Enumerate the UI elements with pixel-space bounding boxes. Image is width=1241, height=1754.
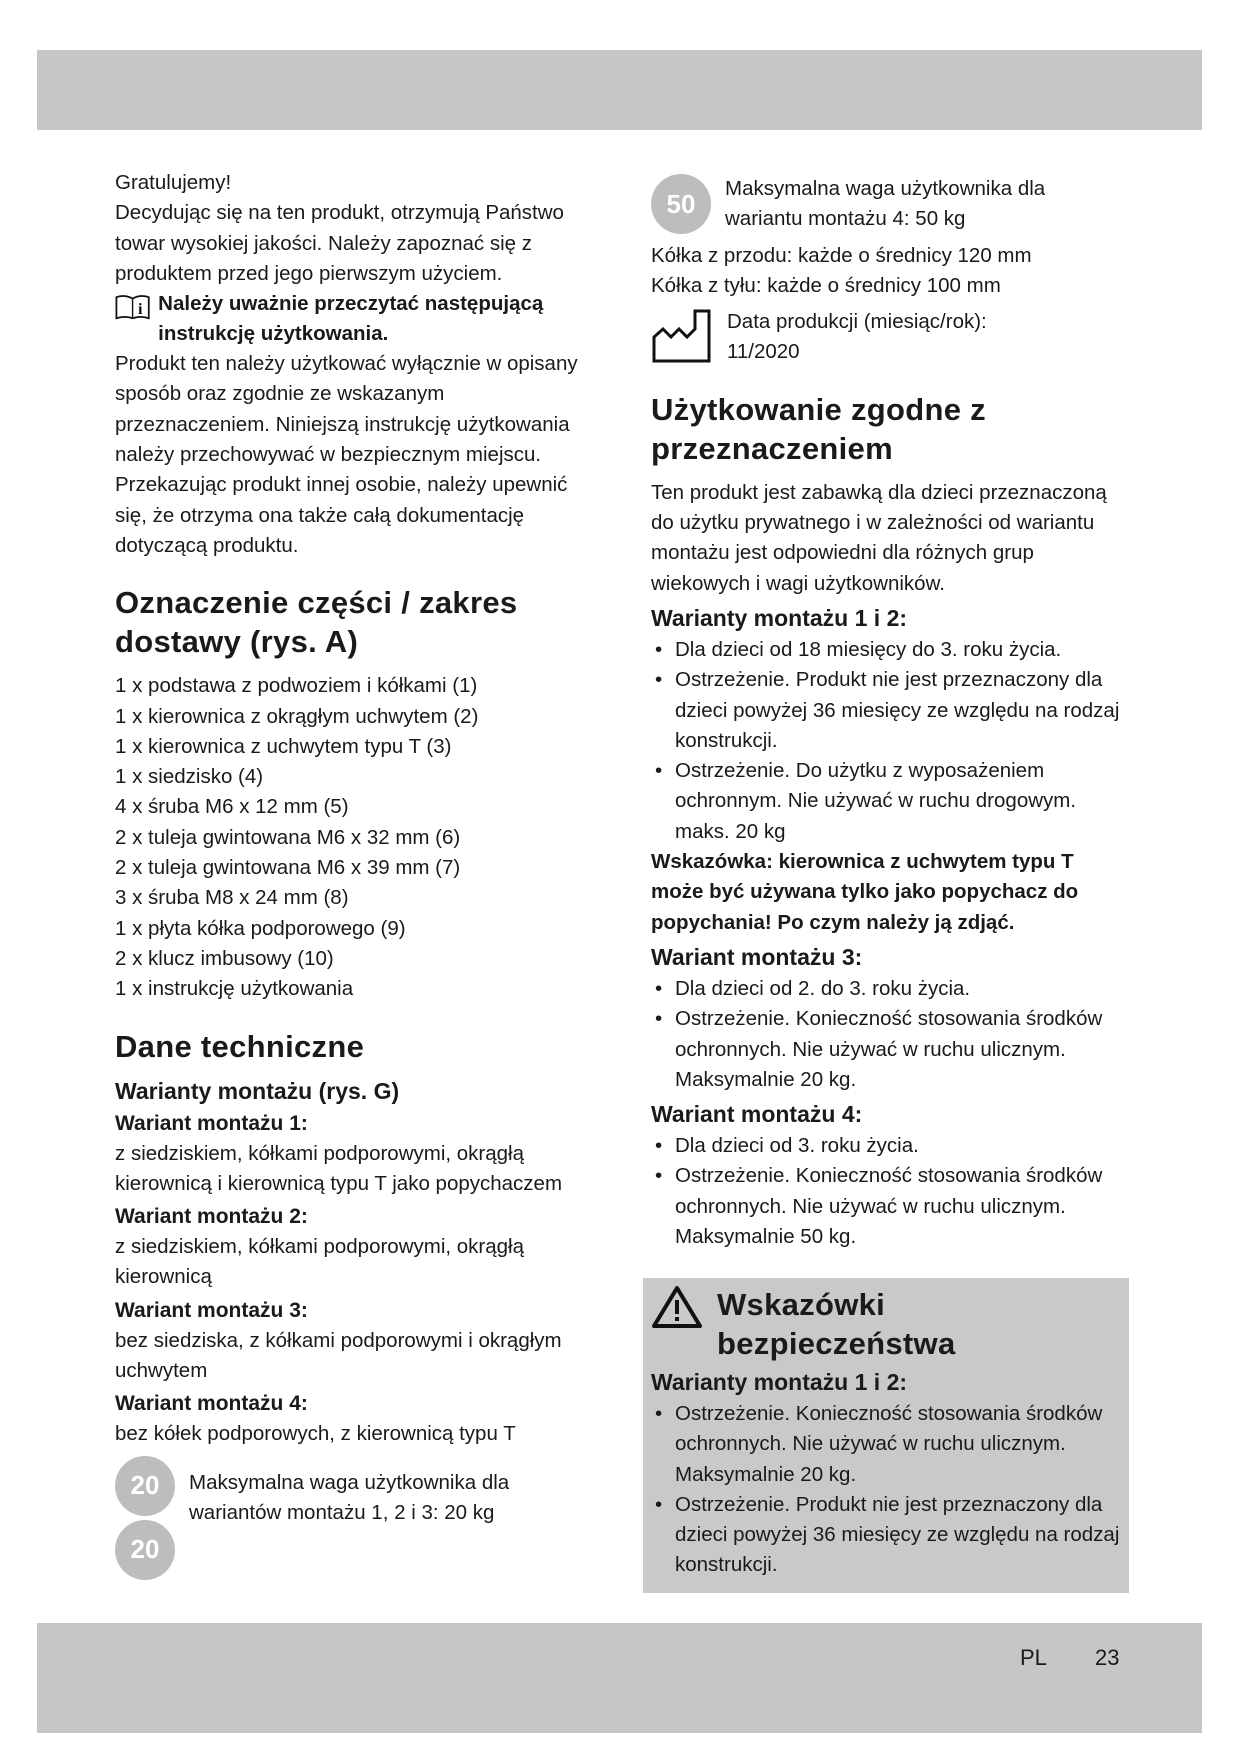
list-item: 1 x kierownica z uchwytem typu T (3): [115, 734, 452, 758]
left-column: [115, 168, 595, 1580]
variant-text: z siedziskiem, kółkami podporowymi, okrągłą kierownicą: [115, 1235, 525, 1289]
list-item: • Ostrzeżenie. Konieczność stosowania środków ochronnych. Nie używać w ruchu ulicznym. Maksymalnie 50 kg.: [651, 1161, 1121, 1252]
variant-label: Wariant montażu 3:: [115, 1298, 308, 1322]
variants-subheading: Warianty montażu (rys. G): [115, 1077, 400, 1104]
max-weight-50: [651, 174, 1121, 235]
page-number: 23: [1095, 1645, 1120, 1670]
footer-bar: [37, 1623, 1202, 1733]
max-weight-50-text: Maksymalna waga użytkownika dla wariantu montażu 4: 50 kg: [725, 177, 1046, 231]
header-bar: [37, 50, 1202, 130]
list-item: 1 x podstawa z podwoziem i kółkami (1): [115, 674, 478, 698]
list-item: • Ostrzeżenie. Do użytku z wyposażeniem ochronnym. Nie używać w ruchu drogowym. maks. 20 kg: [651, 756, 1121, 847]
parts-heading: Oznaczenie części / zakres dostawy (rys. A): [115, 585, 518, 660]
production-value: 11/2020: [727, 340, 800, 364]
variant-label: Wariant montażu 2:: [115, 1205, 308, 1229]
note-text: Należy uważnie przeczytać następującą instrukcję użytkowania.: [158, 292, 544, 346]
max-weight-20: [115, 1456, 595, 1580]
safety-section: [651, 1285, 1121, 1581]
list-item: • Ostrzeżenie. Produkt nie jest przeznaczony dla dzieci powyżej 36 miesięcy ze względu na rodzaj konstrukcji.: [651, 665, 1121, 756]
list-item: • Ostrzeżenie. Konieczność stosowania środków ochronnych. Nie używać w ruchu ulicznym. Maksymalnie 20 kg.: [651, 1004, 1121, 1095]
svg-text:i: i: [138, 301, 143, 319]
list-item: • Dla dzieci od 3. roku życia.: [651, 1131, 1121, 1161]
safety-list: [651, 1399, 1121, 1581]
variant-text: bez kółek podporowych, z kierownicą typu T: [115, 1422, 516, 1446]
greeting: Gratulujemy!: [115, 171, 232, 194]
max-weight-20-text: Maksymalna waga użytkownika dla wariantów montażu 1, 2 i 3: 20 kg: [189, 1470, 510, 1524]
list-item: 1 x siedzisko (4): [115, 765, 264, 789]
production-label: Data produkcji (miesiąc/rok):: [727, 310, 987, 334]
variant-label: Wariant montażu 1:: [115, 1111, 308, 1135]
usage-v4-list: [651, 1131, 1121, 1252]
list-item: • Ostrzeżenie. Produkt nie jest przeznaczony dla dzieci powyżej 36 miesięcy ze względu na rodzaj konstrukcji.: [651, 1490, 1121, 1581]
tech-heading: Dane techniczne: [115, 1028, 365, 1064]
weight-50kg-icon: 50: [651, 174, 711, 234]
variant-text: z siedziskiem, kółkami podporowymi, okrągłą kierownicą i kierownicą typu T jako popychaczem: [115, 1141, 563, 1195]
usage-v3-list: [651, 974, 1121, 1095]
parts-list: [115, 671, 595, 1004]
list-item: 4 x śruba M6 x 12 mm (5): [115, 795, 349, 819]
intro-text: Decydując się na ten produkt, otrzymują Państwo towar wysokiej jakości. Należy zapoznać się z produktem przed jego pierwszym użyciem.: [115, 201, 564, 285]
warning-triangle-icon: [651, 1285, 703, 1329]
factory-icon: [651, 307, 713, 363]
intro-text-2: Produkt ten należy użytkować wyłącznie w opisany sposób oraz zgodnie ze wskazanym przeznaczeniem. Niniejszą instrukcję użytkowania należy przechowywać w bezpiecznym miejscu. Przekazując produkt innej osobie, należy upewnić się, że otrzyma ona także całą dokumentację dotyczącą produktu.: [115, 352, 578, 557]
list-item: 1 x płyta kółka podporowego (9): [115, 916, 406, 940]
list-item: 2 x klucz imbusowy (10): [115, 946, 334, 970]
usage-v12-list: [651, 635, 1121, 847]
list-item: 1 x instrukcję użytkowania: [115, 977, 354, 1001]
usage-text: Ten produkt jest zabawką dla dzieci przeznaczoną do użytku prywatnego i w zależności od wariantu montażu jest odpowiedni dla różnych grup wiekowych i wagi użytkowników.: [651, 480, 1107, 595]
weight-20kg-icon: 20: [115, 1456, 175, 1516]
list-item: • Dla dzieci od 18 miesięcy do 3. roku życia.: [651, 635, 1121, 665]
usage-v3-label: Wariant montażu 3:: [651, 943, 863, 970]
hint-text: Wskazówka: kierownica z uchwytem typu T może być używana tylko jako popychacz do popychania! Po czym należy ją zdjąć.: [651, 850, 1079, 934]
production-date: [651, 307, 1121, 368]
list-item: • Ostrzeżenie. Konieczność stosowania środków ochronnych. Nie używać w ruchu ulicznym. Maksymalnie 20 kg.: [651, 1399, 1121, 1490]
usage-v4-label: Wariant montażu 4:: [651, 1101, 863, 1128]
list-item: 1 x kierownica z okrągłym uchwytem (2): [115, 704, 479, 728]
list-item: 2 x tuleja gwintowana M6 x 32 mm (6): [115, 825, 461, 849]
rear-wheels: Kółka z tyłu: każde o średnicy 100 mm: [651, 273, 1001, 297]
variant-label: Wariant montażu 4:: [115, 1392, 308, 1416]
variant-text: bez siedziska, z kółkami podporowymi i okrągłym uchwytem: [115, 1328, 562, 1383]
list-item: 3 x śruba M8 x 24 mm (8): [115, 886, 349, 910]
language-code: PL: [1020, 1645, 1047, 1670]
usage-heading: Użytkowanie zgodne z przeznaczeniem: [651, 391, 986, 466]
safety-heading: Wskazówki bezpieczeństwa: [717, 1287, 956, 1361]
read-instructions-note: [115, 289, 595, 349]
weight-20kg-icon: 20: [115, 1520, 175, 1580]
usage-v12-label: Warianty montażu 1 i 2:: [651, 604, 908, 631]
manual-info-icon: [115, 289, 150, 325]
list-item: • Dla dzieci od 2. do 3. roku życia.: [651, 974, 1121, 1004]
safety-v12-label: Warianty montażu 1 i 2:: [651, 1369, 908, 1395]
front-wheels: Kółka z przodu: każde o średnicy 120 mm: [651, 243, 1032, 267]
right-column: [651, 174, 1121, 1252]
list-item: 2 x tuleja gwintowana M6 x 39 mm (7): [115, 856, 461, 880]
